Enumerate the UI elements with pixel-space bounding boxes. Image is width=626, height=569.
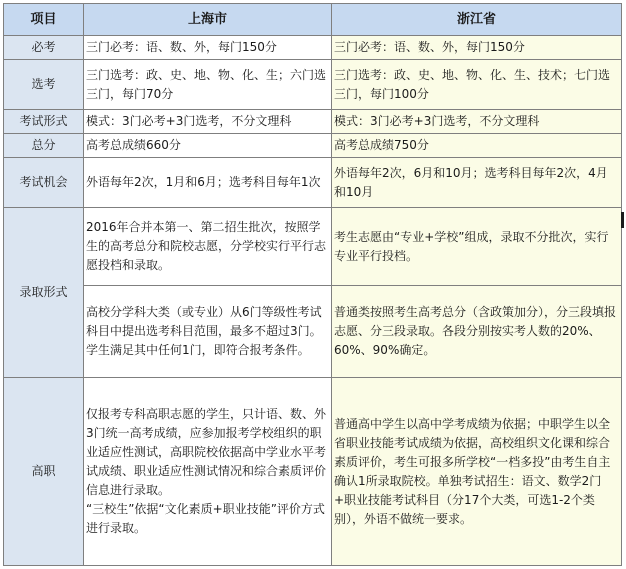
table-row	[4, 134, 622, 158]
shanghai-cell: 仅报考专科高职志愿的学生，只计语、数、外3门统一高考成绩，应参加报考学校组织的职业适应性测试，高职院校依据高中学业水平考试成绩、职业适应性测试情况和综合素质评价信息进行录取。 “三校生”依据“文化素质+职业技能”评价方式进行录取。	[86, 407, 327, 535]
table-row	[4, 378, 622, 566]
row-label: 选考	[4, 60, 84, 110]
zhejiang-cell: 考生志愿由“专业+学校”组成，录取不分批次，实行专业平行投档。	[332, 208, 622, 286]
zhejiang-cell: 普通类按照考生高考总分（含政策加分），分三段填报志愿、分三段录取。各段分别按实考人数的20%、60%、90%确定。	[332, 286, 622, 378]
zhejiang-cell: 三门选考：政、史、地、物、化、生、技术；七门选三门，每门100分	[332, 60, 622, 110]
table-row	[4, 208, 622, 286]
zhejiang-cell: 三门必考：语、数、外，每门150分	[332, 36, 622, 60]
shanghai-cell-container	[84, 378, 332, 566]
shanghai-cell: 模式：3门必考+3门选考，不分文理科	[84, 110, 332, 134]
header-row	[4, 4, 622, 36]
row-label: 总分	[4, 134, 84, 158]
header-zhejiang: 浙江省	[332, 4, 622, 36]
table-row	[4, 286, 622, 378]
header-item: 项目	[4, 4, 84, 36]
table-row	[4, 36, 622, 60]
shanghai-cell: 三门选考：政、史、地、物、化、生；六门选三门，每门70分	[84, 60, 332, 110]
edge-marker	[621, 212, 624, 228]
comparison-table	[3, 3, 622, 566]
shanghai-cell: 外语每年2次，1月和6月；选考科目每年1次	[84, 158, 332, 208]
zhejiang-cell: 模式：3门必考+3门选考，不分文理科	[332, 110, 622, 134]
shanghai-cell: 2016年合并本第一、第二招生批次，按照学生的高考总分和院校志愿，分学校实行平行志愿投档和录取。	[84, 208, 332, 286]
table-row	[4, 158, 622, 208]
zhejiang-cell: 高考总成绩750分	[332, 134, 622, 158]
shanghai-cell: 高考总成绩660分	[84, 134, 332, 158]
row-label: 录取形式	[4, 208, 84, 378]
shanghai-cell: 三门必考：语、数、外，每门150分	[84, 36, 332, 60]
zhejiang-cell: 普通高中学生以高中学考成绩为依据；中职学生以全省职业技能考试成绩为依据，高校组织文化课和综合素质评价，考生可报多所学校“一档多投”由考生自主确认1所录取院校。单独考试招生：语文、数学2门+职业技能考试科目（分17个大类，可选1-2个类别），外语不做统一要求。	[332, 378, 622, 566]
row-label: 考试机会	[4, 158, 84, 208]
row-label: 考试形式	[4, 110, 84, 134]
table-row	[4, 110, 622, 134]
table-row	[4, 60, 622, 110]
row-label: 高职	[4, 378, 84, 566]
row-label: 必考	[4, 36, 84, 60]
zhejiang-cell: 外语每年2次，6月和10月；选考科目每年2次，4月和10月	[332, 158, 622, 208]
shanghai-cell: 高校分学科大类（或专业）从6门等级性考试科目中提出选考科目范围，最多不超过3门。学生满足其中任何1门，即符合报考条件。	[84, 286, 332, 378]
header-shanghai: 上海市	[84, 4, 332, 36]
